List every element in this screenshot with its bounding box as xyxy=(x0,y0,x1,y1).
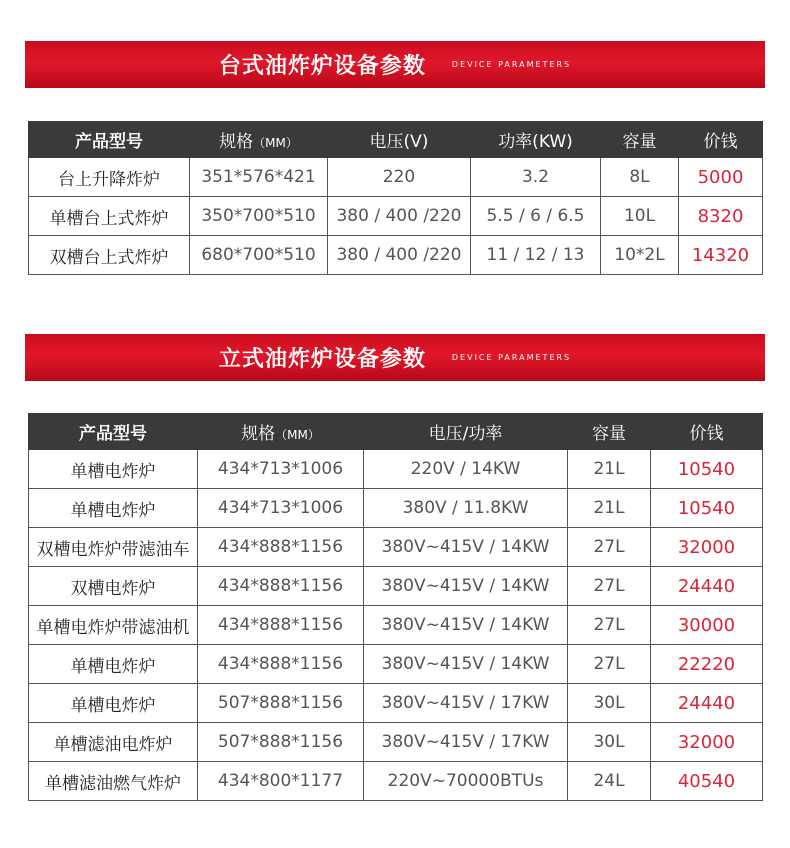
spec-cell: 507*888*1156 xyxy=(198,684,364,723)
header-model: 产品型号 xyxy=(29,122,190,158)
price-cell: 40540 xyxy=(651,762,763,801)
spec-cell: 350*700*510 xyxy=(190,197,328,236)
voltage-power-cell: 220V / 14KW xyxy=(364,450,568,489)
voltage-power-cell: 380V~415V / 14KW xyxy=(364,606,568,645)
capacity-cell: 27L xyxy=(568,528,651,567)
capacity-cell: 27L xyxy=(568,606,651,645)
header-spec xyxy=(198,414,364,450)
voltage-power-cell: 380V~415V / 14KW xyxy=(364,567,568,606)
capacity-cell: 27L xyxy=(568,645,651,684)
header-spec-unit: （MM） xyxy=(275,428,320,442)
capacity-cell: 10*2L xyxy=(601,236,679,275)
voltage-power-cell: 220V~70000BTUs xyxy=(364,762,568,801)
model-cell: 单槽台上式炸炉 xyxy=(29,197,190,236)
capacity-cell: 24L xyxy=(568,762,651,801)
table-row xyxy=(29,723,763,762)
table-row xyxy=(29,684,763,723)
model-cell: 双槽电炸炉带滤油车 xyxy=(29,528,198,567)
power-cell: 3.2 xyxy=(471,158,601,197)
price-cell: 32000 xyxy=(651,723,763,762)
model-cell: 单槽电炸炉 xyxy=(29,645,198,684)
voltage-power-cell: 380V~415V / 14KW xyxy=(364,528,568,567)
header-voltage: 电压(V) xyxy=(328,122,471,158)
price-cell: 22220 xyxy=(651,645,763,684)
power-cell: 11 / 12 / 13 xyxy=(471,236,601,275)
spec-cell: 434*713*1006 xyxy=(198,489,364,528)
floor-fryer-table xyxy=(28,413,763,801)
section2-banner xyxy=(25,334,765,381)
header-voltage-power: 电压/功率 xyxy=(364,414,568,450)
header-spec-label: 规格 xyxy=(219,132,254,152)
price-cell: 24440 xyxy=(651,567,763,606)
price-cell: 24440 xyxy=(651,684,763,723)
voltage-power-cell: 380V~415V / 17KW xyxy=(364,684,568,723)
capacity-cell: 30L xyxy=(568,723,651,762)
header-spec xyxy=(190,122,328,158)
price-cell: 5000 xyxy=(679,158,763,197)
table-row xyxy=(29,236,763,275)
table-row xyxy=(29,762,763,801)
table-row xyxy=(29,158,763,197)
voltage-cell: 220 xyxy=(328,158,471,197)
table-header-row xyxy=(29,122,763,158)
table-row xyxy=(29,645,763,684)
spec-cell: 351*576*421 xyxy=(190,158,328,197)
table-row xyxy=(29,489,763,528)
table-row xyxy=(29,606,763,645)
header-spec-unit: （MM） xyxy=(253,136,298,150)
capacity-cell: 27L xyxy=(568,567,651,606)
price-cell: 30000 xyxy=(651,606,763,645)
voltage-cell: 380 / 400 /220 xyxy=(328,197,471,236)
spec-cell: 434*888*1156 xyxy=(198,567,364,606)
table-row xyxy=(29,528,763,567)
power-cell: 5.5 / 6 / 6.5 xyxy=(471,197,601,236)
price-cell: 10540 xyxy=(651,489,763,528)
capacity-cell: 8L xyxy=(601,158,679,197)
table-row xyxy=(29,197,763,236)
spec-cell: 434*888*1156 xyxy=(198,645,364,684)
table-row xyxy=(29,567,763,606)
header-price: 价钱 xyxy=(679,122,763,158)
section1-subtitle: DEVICE PARAMETERS xyxy=(451,60,572,69)
section2-title: 立式油炸炉设备参数 xyxy=(218,347,426,372)
voltage-power-cell: 380V / 11.8KW xyxy=(364,489,568,528)
section1-banner xyxy=(25,41,765,88)
header-capacity: 容量 xyxy=(568,414,651,450)
model-cell: 单槽电炸炉 xyxy=(29,684,198,723)
header-model: 产品型号 xyxy=(29,414,198,450)
voltage-power-cell: 380V~415V / 14KW xyxy=(364,645,568,684)
price-cell: 14320 xyxy=(679,236,763,275)
model-cell: 双槽台上式炸炉 xyxy=(29,236,190,275)
section2-subtitle: DEVICE PARAMETERS xyxy=(451,353,572,362)
model-cell: 台上升降炸炉 xyxy=(29,158,190,197)
header-capacity: 容量 xyxy=(601,122,679,158)
capacity-cell: 21L xyxy=(568,489,651,528)
spec-cell: 507*888*1156 xyxy=(198,723,364,762)
voltage-cell: 380 / 400 /220 xyxy=(328,236,471,275)
table-header-row xyxy=(29,414,763,450)
spec-cell: 434*713*1006 xyxy=(198,450,364,489)
capacity-cell: 30L xyxy=(568,684,651,723)
capacity-cell: 21L xyxy=(568,450,651,489)
spec-cell: 434*888*1156 xyxy=(198,606,364,645)
price-cell: 10540 xyxy=(651,450,763,489)
model-cell: 双槽电炸炉 xyxy=(29,567,198,606)
model-cell: 单槽滤油燃气炸炉 xyxy=(29,762,198,801)
model-cell: 单槽电炸炉 xyxy=(29,450,198,489)
model-cell: 单槽电炸炉带滤油机 xyxy=(29,606,198,645)
header-power: 功率(KW) xyxy=(471,122,601,158)
price-cell: 32000 xyxy=(651,528,763,567)
header-spec-label: 规格 xyxy=(241,424,276,444)
spec-cell: 680*700*510 xyxy=(190,236,328,275)
price-cell: 8320 xyxy=(679,197,763,236)
section1-title: 台式油炸炉设备参数 xyxy=(218,54,426,79)
capacity-cell: 10L xyxy=(601,197,679,236)
model-cell: 单槽滤油电炸炉 xyxy=(29,723,198,762)
model-cell: 单槽电炸炉 xyxy=(29,489,198,528)
header-price: 价钱 xyxy=(651,414,763,450)
voltage-power-cell: 380V~415V / 17KW xyxy=(364,723,568,762)
spec-cell: 434*800*1177 xyxy=(198,762,364,801)
countertop-fryer-table xyxy=(28,121,763,275)
spec-cell: 434*888*1156 xyxy=(198,528,364,567)
table-row xyxy=(29,450,763,489)
